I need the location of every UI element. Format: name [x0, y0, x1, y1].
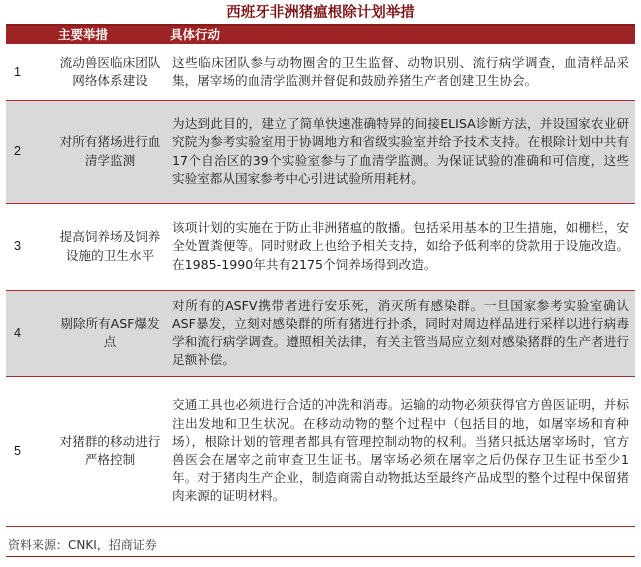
- table-row: [6, 100, 635, 203]
- row-action: 这些临床团队参与动物圈舍的卫生监督、动物识别、流行病学调查，血清样品采集，屠宰场的血清学监测并督促和鼓励养猪生产者创建卫生协会。: [166, 44, 635, 100]
- row-measure: 剔除所有ASF爆发点: [54, 290, 166, 376]
- bottom-rule: [6, 556, 635, 557]
- row-number: 4: [6, 290, 54, 376]
- table-title: 西班牙非洲猪瘟根除计划举措: [226, 4, 415, 21]
- table-row: [6, 290, 635, 376]
- row-number: 1: [6, 44, 54, 100]
- row-measure: 流动兽医临床团队网络体系建设: [54, 44, 166, 100]
- row-action: 交通工具也必须进行合适的冲洗和消毒。运输的动物必须获得官方兽医证明，并标注出发地和卫生状况。在移动动物的整个过程中（包括目的地，如屠宰场和育种场），根除计划的管理者都具有管理控制动物的权利。当猪只抵达屠宰场时，官方兽医会在屠宰之前审查卫生证书。屠宰场必须在屠宰之后仍保存卫生证书至少1年。对于猪肉生产企业，制造商需自动物抵达至最终产品成型的整个过程中保留猪肉来源的证明材料。: [166, 376, 635, 526]
- row-number: 2: [6, 100, 54, 203]
- row-action: 该项计划的实施在于防止非洲猪瘟的散播。包括采用基本的卫生措施，如栅栏，安全处置粪便等。同时财政上也给予相关支持，如给予低利率的贷款用于设施改造。在1985-1990年共有2175个饲养场得到改造。: [166, 203, 635, 290]
- header-num: [6, 26, 54, 44]
- row-number: 5: [6, 376, 54, 526]
- row-measure: 对所有猪场进行血清学监测: [54, 100, 166, 203]
- row-measure: 对猪群的移动进行严格控制: [54, 376, 166, 526]
- table-header-row: [6, 26, 635, 44]
- row-number: 3: [6, 203, 54, 290]
- row-action: 对所有的ASFV携带者进行安乐死，消灭所有感染群。一旦国家参考实验室确认ASF暴发，立刻对感染群的所有猪进行扑杀，同时对周边样品进行采样以进行病毒学和流行病学调查。遵照相关法律，有关主管当局应立刻对感染猪群的生产者进行足额补偿。: [166, 290, 635, 376]
- measures-table: [6, 26, 635, 527]
- table-row: [6, 203, 635, 290]
- row-measure: 提高饲养场及饲养设施的卫生水平: [54, 203, 166, 290]
- source-note: 资料来源：CNKI，招商证券: [8, 538, 157, 552]
- header-measure: 主要举措: [54, 26, 166, 44]
- header-action: 具体行动: [166, 26, 635, 44]
- table-row: [6, 44, 635, 100]
- row-action: 为达到此目的，建立了简单快速准确特异的间接ELISA诊断方法，并设国家农业研究院为参考实验室用于协调地方和省级实验室并给予技术支持。在根除计划中共有17个自治区的39个实验室参与了血清学监测。为保证试验的准确和可信度，这些实验室都从国家参考中心引进试验所用耗材。: [166, 100, 635, 203]
- table-row: [6, 376, 635, 526]
